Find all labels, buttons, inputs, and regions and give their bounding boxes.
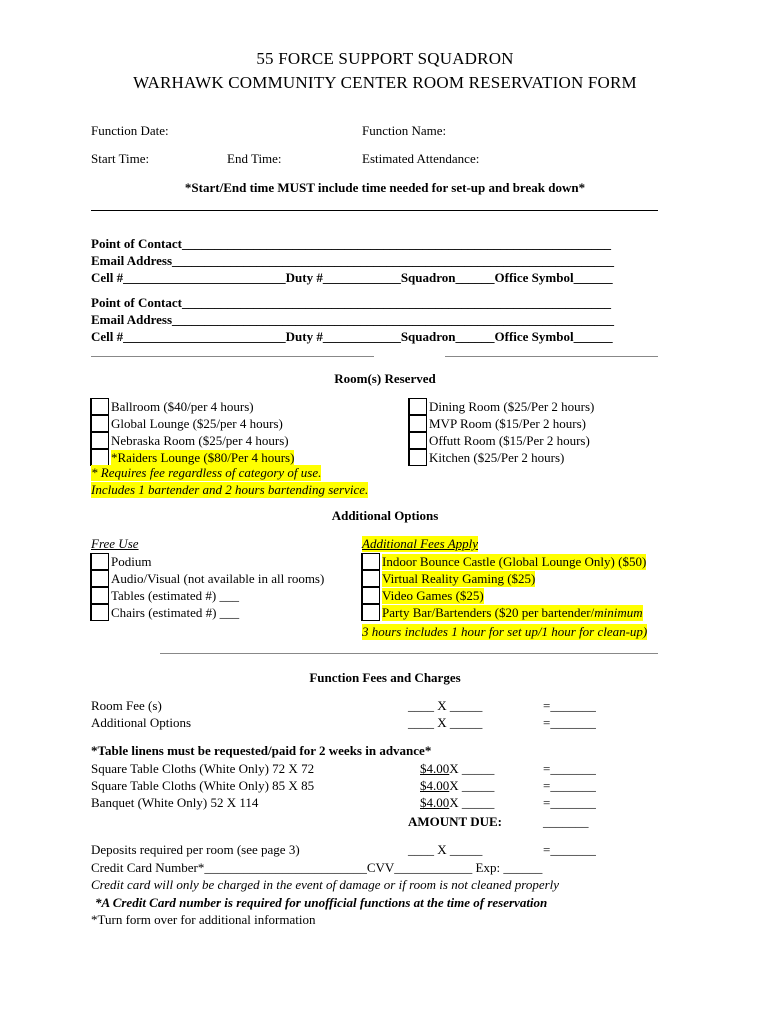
additional-options-qty[interactable]: ____ X _____ bbox=[408, 715, 483, 730]
linen-x: X _____ bbox=[449, 795, 495, 810]
room-fee-label: Room Fee (s) bbox=[91, 698, 162, 713]
turn-over-note: *Turn form over for additional information bbox=[91, 912, 316, 927]
offutt-room-checkbox[interactable] bbox=[408, 432, 427, 449]
amount-due-label: AMOUNT DUE: bbox=[408, 814, 503, 829]
linen-72-total[interactable]: =_______ bbox=[543, 761, 596, 776]
room-raiders-lounge: *Raiders Lounge ($80/Per 4 hours) bbox=[111, 450, 295, 465]
credit-card-note: Credit card will only be charged in the event of damage or if room is not cleaned properly bbox=[91, 877, 560, 892]
end-time-label: End Time: bbox=[227, 151, 282, 166]
deposits-qty[interactable]: ____ X _____ bbox=[408, 842, 483, 857]
cell-line-2[interactable]: Cell #_________________________Duty #____________Squadron______Office Symbol______ bbox=[91, 329, 613, 344]
vr-gaming-checkbox[interactable] bbox=[361, 570, 380, 587]
time-note: *Start/End time MUST include time needed for set-up and break down* bbox=[184, 180, 586, 195]
start-time-label: Start Time: bbox=[91, 151, 150, 166]
linen-price: $4.00 bbox=[420, 778, 450, 793]
option-podium: Podium bbox=[111, 554, 152, 569]
amount-due-value[interactable]: _______ bbox=[543, 814, 589, 829]
linens-note: *Table linens must be requested/paid for 2 weeks in advance* bbox=[91, 743, 432, 758]
linen-banquet-total[interactable]: =_______ bbox=[543, 795, 596, 810]
global-lounge-checkbox[interactable] bbox=[90, 415, 109, 432]
options-heading: Additional Options bbox=[331, 508, 439, 523]
divider bbox=[91, 210, 658, 211]
additional-options-label: Additional Options bbox=[91, 715, 192, 730]
bounce-castle-checkbox[interactable] bbox=[361, 553, 380, 570]
function-date-label: Function Date: bbox=[91, 123, 169, 138]
room-offutt: Offutt Room ($15/Per 2 hours) bbox=[429, 433, 590, 448]
nebraska-room-checkbox[interactable] bbox=[90, 432, 109, 449]
room-fee-total[interactable]: =_______ bbox=[543, 698, 596, 713]
raiders-note-1: * Requires fee regardless of category of use. bbox=[91, 465, 322, 480]
dining-room-checkbox[interactable] bbox=[408, 398, 427, 415]
room-global-lounge: Global Lounge ($25/per 4 hours) bbox=[111, 416, 283, 431]
email-1[interactable]: Email Address____________________________________________________________________ bbox=[91, 253, 615, 268]
room-ballroom: Ballroom ($40/per 4 hours) bbox=[111, 399, 254, 414]
ballroom-checkbox[interactable] bbox=[90, 398, 109, 415]
raiders-lounge-checkbox[interactable] bbox=[90, 449, 109, 466]
room-dining: Dining Room ($25/Per 2 hours) bbox=[429, 399, 595, 414]
divider bbox=[91, 356, 374, 357]
email-2[interactable]: Email Address____________________________________________________________________ bbox=[91, 312, 615, 327]
form-title-line1: 55 FORCE SUPPORT SQUADRON bbox=[256, 49, 514, 68]
credit-card-line[interactable]: Credit Card Number*_________________________CVV____________ Exp: ______ bbox=[91, 860, 543, 875]
linen-72: Square Table Cloths (White Only) 72 X 72 bbox=[91, 761, 315, 776]
linen-85-total[interactable]: =_______ bbox=[543, 778, 596, 793]
divider bbox=[445, 356, 658, 357]
option-party-bar bbox=[382, 605, 643, 621]
linen-price: $4.00 bbox=[420, 761, 450, 776]
attendance-label: Estimated Attendance: bbox=[362, 151, 480, 166]
room-kitchen: Kitchen ($25/Per 2 hours) bbox=[429, 450, 565, 465]
kitchen-checkbox[interactable] bbox=[408, 449, 427, 466]
chairs-checkbox[interactable] bbox=[90, 604, 109, 621]
fees-heading: Function Fees and Charges bbox=[309, 670, 461, 685]
tables-checkbox[interactable] bbox=[90, 587, 109, 604]
poc-2[interactable]: Point of Contact__________________________________________________________________ bbox=[91, 295, 611, 310]
rooms-heading: Room(s) Reserved bbox=[334, 371, 436, 386]
room-fee-qty[interactable]: ____ X _____ bbox=[408, 698, 483, 713]
audio-visual-checkbox[interactable] bbox=[90, 570, 109, 587]
video-games-checkbox[interactable] bbox=[361, 587, 380, 604]
linen-banquet: Banquet (White Only) 52 X 114 bbox=[91, 795, 259, 810]
party-bar-checkbox[interactable] bbox=[361, 604, 380, 621]
linen-x: X _____ bbox=[449, 778, 495, 793]
party-bar-minimum: minimum bbox=[594, 605, 643, 620]
option-bounce-castle: Indoor Bounce Castle (Global Lounge Only) ($50) bbox=[382, 554, 647, 569]
linen-banquet-qty[interactable] bbox=[408, 795, 494, 811]
podium-checkbox[interactable] bbox=[90, 553, 109, 570]
free-use-title: Free Use bbox=[91, 536, 139, 551]
form-title-line2: WARHAWK COMMUNITY CENTER ROOM RESERVATION FORM bbox=[133, 73, 637, 92]
option-vr-gaming: Virtual Reality Gaming ($25) bbox=[382, 571, 536, 586]
option-chairs: Chairs (estimated #) ___ bbox=[111, 605, 240, 620]
option-audio-visual: Audio/Visual (not available in all rooms) bbox=[111, 571, 325, 586]
raiders-note-2: Includes 1 bartender and 2 hours bartending service. bbox=[91, 482, 369, 497]
linen-85: Square Table Cloths (White Only) 85 X 85 bbox=[91, 778, 315, 793]
cell-line-1[interactable]: Cell #_________________________Duty #____________Squadron______Office Symbol______ bbox=[91, 270, 613, 285]
deposits-label: Deposits required per room (see page 3) bbox=[91, 842, 300, 857]
function-name-label: Function Name: bbox=[362, 123, 447, 138]
divider bbox=[160, 653, 658, 654]
linen-72-qty[interactable] bbox=[408, 761, 494, 777]
party-bar-detail: 3 hours includes 1 hour for set up/1 hour for clean-up) bbox=[362, 624, 648, 639]
room-nebraska: Nebraska Room ($25/per 4 hours) bbox=[111, 433, 289, 448]
linen-85-qty[interactable] bbox=[408, 778, 494, 794]
credit-card-required: *A Credit Card number is required for unofficial functions at the time of reservation bbox=[95, 895, 548, 910]
mvp-room-checkbox[interactable] bbox=[408, 415, 427, 432]
room-mvp: MVP Room ($15/Per 2 hours) bbox=[429, 416, 586, 431]
linen-x: X _____ bbox=[449, 761, 495, 776]
party-bar-text: Party Bar/Bartenders ($20 per bartender/ bbox=[382, 605, 595, 620]
fees-apply-title: Additional Fees Apply bbox=[362, 536, 479, 551]
option-video-games: Video Games ($25) bbox=[382, 588, 484, 603]
deposits-total[interactable]: =_______ bbox=[543, 842, 596, 857]
option-tables: Tables (estimated #) ___ bbox=[111, 588, 239, 603]
poc-1[interactable]: Point of Contact__________________________________________________________________ bbox=[91, 236, 611, 251]
linen-price: $4.00 bbox=[420, 795, 450, 810]
additional-options-total[interactable]: =_______ bbox=[543, 715, 596, 730]
